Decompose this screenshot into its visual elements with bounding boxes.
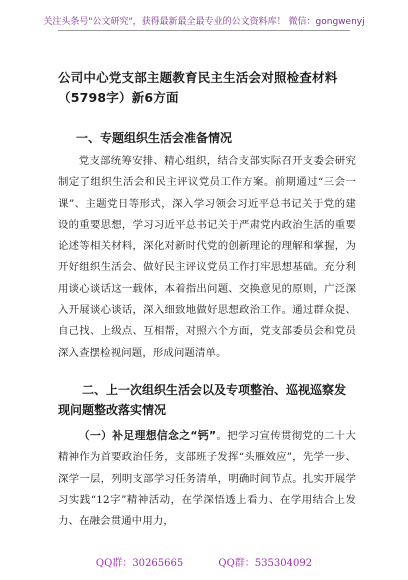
footer-qq-group-1: QQ群：30265665: [95, 558, 184, 569]
footer-qq-group-2: QQ群：535304092: [218, 558, 313, 569]
document-title: 公司中心党支部主题教育民主生活会对照检查材料（5798字）新6方面: [58, 70, 338, 105]
footer: [0, 554, 408, 569]
section-2-paragraph: [58, 425, 356, 532]
section-2-heading: 二、上一次组织生活会以及专项整治、巡视巡察发现问题整改落实情况: [58, 383, 347, 417]
section-2-subheading: （一）补足理想信念之“钙”: [78, 429, 217, 442]
header-note: 关注头条号"公文研究"，获得最新最全最专业的公文资料库！ 微信：gongwenyj: [43, 17, 365, 27]
header-divider: [58, 30, 350, 31]
section-1-paragraph: 党支部统筹安排、精心组织，结合支部实际召开支委会研究制定了组织生活会和民主评议党员工作方案。前期通过“三会一课”、主题党日等形式，深入学习领会习近平总书记关于党的建设的重要思想，学习习近平总书记关于严肃党内政治生活的重要论述等相关材料，深化对新时代党的创新理论的理解和掌握，为开好组织生活会、做好民主评议党员工作打牢思想基础。充分利用谈心谈话这一载体，本着指出问题、交换意见的原则，广泛深入开展谈心谈话，深入细致地做好思想政治工作。通过群众提、自己找、上级点、互相帮，对照六个方面，党支部委员会和党员深入查摆检视问题，形成问题清单。: [58, 155, 356, 359]
section-1-heading: 一、专题组织生活会准备情况: [76, 131, 233, 145]
section-2-paragraph-text: 。把学习宣传贯彻党的二十大精神作为首要政治任务，支部班子发挥“头雁效应”，先学一步、深学一层，列明支部学习任务清单，明确时间节点。扎实开展学习实践“12字”精神活动，在学深悟透上看力、在学用结合上发力、在融会贯通中用力，: [58, 430, 356, 528]
